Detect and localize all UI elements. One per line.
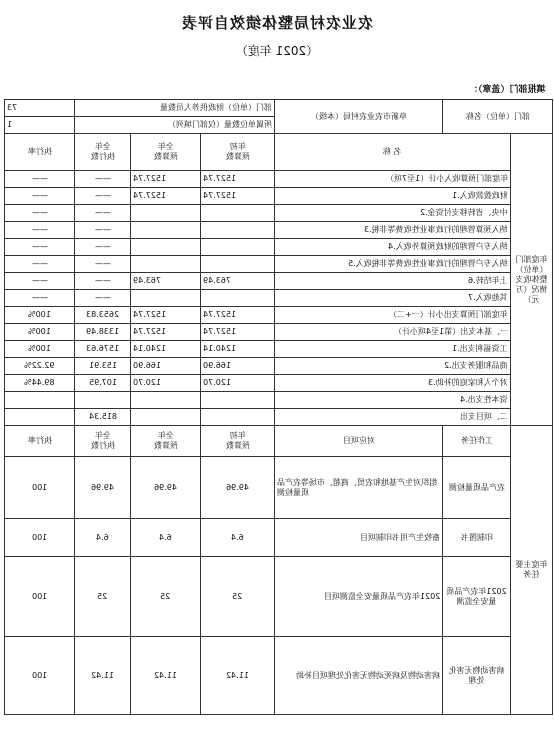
table-row: 92.22% 153.91 166.90 166.90 2.商品和服务支出 [5, 358, 553, 375]
tasks-header-row [5, 426, 553, 457]
col-exec: 全年 执行数 [75, 134, 131, 171]
col-rate: 执行率 [5, 134, 75, 171]
section1-label: 年度部门（单位）整体收支情况（万元） [511, 134, 553, 426]
table-row: 815.34 二、项目支出 [5, 409, 553, 426]
table-row: —— —— 7.其他收入 [5, 290, 553, 307]
page-title: 农业农村局整体绩效自评表 [181, 14, 374, 32]
subunits-label: 所属单位数量（仅部门填列） [75, 117, 275, 134]
page-subtitle: （2021 年度） [235, 44, 319, 58]
table-row: —— —— 3.纳入预算管理的行政事业性收费等非税 [5, 222, 553, 239]
col-project: 对应项目 [275, 426, 443, 457]
table-row: —— —— 4.纳入专户管理的财政预算外收入 [5, 239, 553, 256]
dept-label: 部门（单位）名称 [443, 100, 553, 134]
section2-label: 年度主要任务 [511, 426, 553, 715]
table-row: —— —— 5.纳入专户管理的行政事业性收费等非税收入 [5, 256, 553, 273]
table-row: 100% 2653.83 1527.74 1527.74 年度部门预算支出小计（一+二） [5, 307, 553, 324]
header-row-1 [5, 100, 553, 117]
table-row: —— —— 763.49 763.49 6.上年结转 [5, 273, 553, 290]
evaluation-table [4, 99, 553, 715]
col-item: 名 称 [275, 134, 511, 171]
table-row: —— —— 1527.74 1527.74 1.财政拨款收入 [5, 188, 553, 205]
dept-value: 阜新市农业农村局（本级） [275, 100, 443, 134]
col-budget-2: 年初 预算数 [201, 426, 275, 457]
table-row: 100% 1338.49 1527.74 1527.74 一、基本支出（第1至4项小计） [5, 324, 553, 341]
col-exec-2: 全年 执行数 [75, 426, 131, 457]
task-row: 100 49.96 49.96 49.96 组织对生产基地和农贸、商超、市场等农产品质量检测 农产品质量检测 [5, 457, 553, 519]
col-budget: 年初 预算数 [201, 134, 275, 171]
fill-unit-label: 填报部门（盖章）： [469, 85, 546, 95]
table-row: —— —— 2.中央、省转移支付资金 [5, 205, 553, 222]
col-rate-2: 执行率 [5, 426, 75, 457]
col-task: 工作任务 [443, 426, 511, 457]
staff-value: 73 [5, 100, 75, 117]
table-row: 89.44% 107.95 120.70 120.70 3.对个人和家庭的补助 [5, 375, 553, 392]
task-row: 100 11.42 11.42 11.42 病害动物及病死动物无害化处理项目补助 病害动物无害化处理 [5, 637, 553, 715]
table-row: 100% 1576.63 1240.14 1240.14 1.工资福利支出 [5, 341, 553, 358]
column-header-row [5, 134, 553, 171]
staff-label: 部门（单位）财政供养人员数量 [75, 100, 275, 117]
col-full-2: 全年 预算数 [131, 426, 201, 457]
task-row: 100 6.4 6.4 6.4 畜牧生产用书印制项目 印制图书 [5, 519, 553, 557]
task-row: 100 25 25 25 2021年农产品质量安全监测项目 2021年农产品质量安全监测 [5, 557, 553, 637]
table-row: —— —— 1527.74 1527.74 年度部门预算收入小计（1至7项） [5, 171, 553, 188]
col-full: 全年 预算数 [131, 134, 201, 171]
subunits-value: 1 [5, 117, 75, 134]
table-row: 4.资本性支出 [5, 392, 553, 409]
